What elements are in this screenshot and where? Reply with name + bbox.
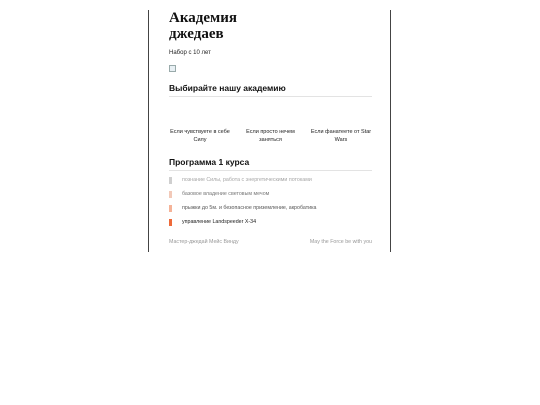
course-marker <box>169 219 172 226</box>
page-column <box>148 10 391 252</box>
academy-choices <box>169 129 372 144</box>
footer-tagline: May the Force be with you <box>309 239 372 245</box>
choice-item: Если фанатеете от Star Wars <box>310 129 372 143</box>
choice-item: Если просто нечем заняться <box>246 129 295 143</box>
course-marker <box>169 205 172 212</box>
course-item <box>169 191 269 198</box>
course-item <box>169 205 316 212</box>
divider <box>169 96 372 97</box>
program-heading: Программа 1 курса <box>169 157 250 167</box>
course-marker <box>169 177 172 184</box>
broken-image-icon <box>169 65 176 72</box>
course-marker <box>169 191 172 198</box>
academy-heading: Выбирайте нашу академию <box>169 83 286 93</box>
footer <box>169 239 372 245</box>
choice-item: Если чувствуете в себе Силу <box>170 129 230 143</box>
course-label: управление Landspeeder X-34 <box>182 219 257 225</box>
course-label: прыжки до 5м. и безопасное приземление, акробатика <box>182 205 317 211</box>
footer-author: Мастер-джедай Мейс Винду <box>169 239 239 245</box>
page-title: Академия джедаев <box>169 10 237 42</box>
course-label: познание Силы, работа с энергетическими потоками <box>182 177 312 183</box>
enrollment-subtitle: Набор с 10 лет <box>169 50 211 56</box>
course-label: базовое владение световым мечом <box>182 191 270 197</box>
course-item <box>169 177 312 184</box>
divider <box>169 170 372 171</box>
course-item <box>169 219 256 226</box>
